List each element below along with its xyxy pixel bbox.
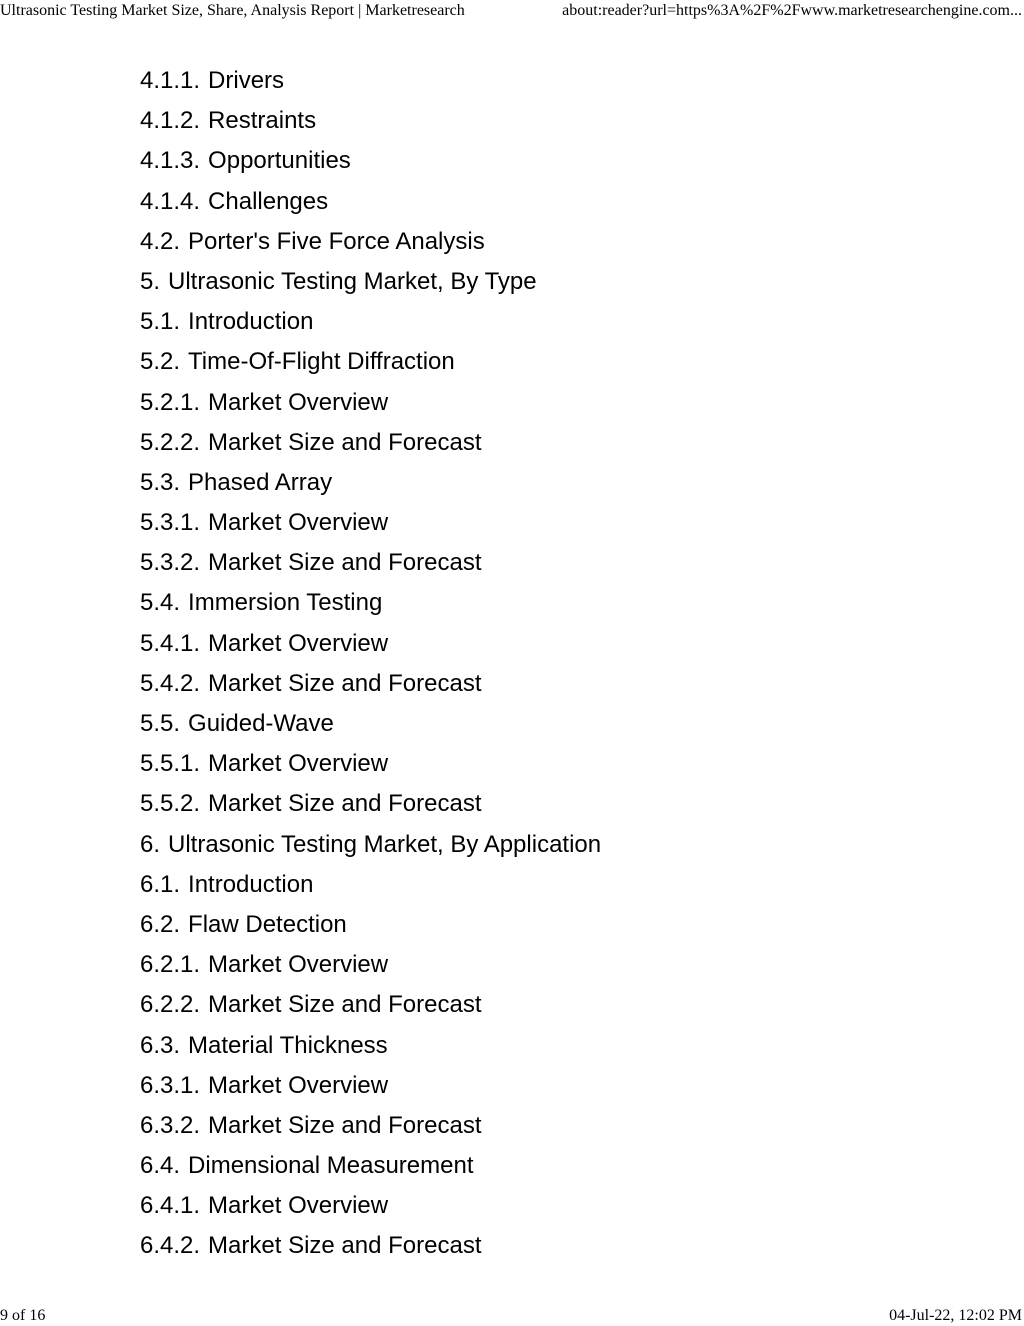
toc-item-number: 5.3.1.: [140, 509, 201, 537]
toc-item-text: Guided-Wave: [188, 710, 334, 737]
toc-item-text: Material Thickness: [188, 1031, 388, 1059]
toc-item-text: Immersion Testing: [188, 589, 383, 617]
toc-item-number: 5.5.: [140, 710, 181, 737]
page-url: about:reader?url=https%3A%2F%2Fwww.marketresearchengine.com...: [562, 2, 1022, 19]
toc-item: [140, 423, 601, 463]
toc-item-number: 6.3.2.: [140, 1111, 201, 1139]
toc-item-number: 4.1.2.: [140, 107, 201, 135]
toc-item-text: Introduction: [188, 870, 314, 898]
toc-item-text: Ultrasonic Testing Market, By Application: [168, 830, 602, 858]
toc-item-text: Drivers: [208, 67, 285, 94]
table-of-contents: [140, 61, 601, 1267]
toc-item-number: 5.: [140, 267, 161, 295]
toc-item-text: Market Size and Forecast: [208, 669, 482, 697]
print-footer: [0, 1306, 1024, 1326]
toc-item: [140, 1146, 601, 1186]
toc-item-number: 4.2.: [140, 227, 181, 255]
toc-item-text: Ultrasonic Testing Market, By Type: [168, 267, 537, 295]
toc-item: [140, 744, 601, 784]
toc-item: [140, 825, 601, 865]
toc-item-text: Introduction: [188, 308, 314, 336]
toc-item-number: 5.5.1.: [140, 750, 201, 778]
toc-item-text: Market Overview: [208, 1192, 389, 1220]
toc-item-text: Market Size and Forecast: [208, 790, 482, 818]
toc-item-text: Market Size and Forecast: [208, 1111, 482, 1139]
toc-item-text: Dimensional Measurement: [188, 1152, 474, 1180]
toc-item: [140, 342, 601, 382]
toc-item-text: Porter's Five Force Analysis: [188, 227, 485, 255]
toc-item: [140, 1106, 601, 1146]
toc-item-text: Phased Array: [188, 468, 333, 496]
toc-item: [140, 1066, 601, 1106]
print-header: [0, 1, 1024, 21]
toc-item: [140, 383, 601, 423]
toc-item: [140, 302, 601, 342]
toc-item-number: 4.1.1.: [140, 67, 201, 94]
toc-item-text: Market Size and Forecast: [208, 991, 482, 1019]
toc-item-text: Market Size and Forecast: [208, 549, 482, 577]
toc-item: [140, 945, 601, 985]
toc-item-text: Opportunities: [208, 147, 351, 175]
toc-item-number: 6.4.1.: [140, 1192, 201, 1220]
toc-item-number: 5.3.: [140, 468, 181, 496]
print-datetime: 04-Jul-22, 12:02 PM: [889, 1307, 1022, 1324]
toc-item-text: Flaw Detection: [188, 910, 347, 938]
toc-item-number: 6.1.: [140, 870, 181, 898]
toc-item-number: 6.3.1.: [140, 1071, 201, 1099]
toc-item-text: Market Overview: [208, 629, 389, 657]
toc-item-text: Restraints: [208, 107, 317, 135]
toc-item-number: 4.1.4.: [140, 187, 201, 215]
toc-item-number: 5.4.2.: [140, 669, 201, 697]
toc-item: [140, 463, 601, 503]
toc-item: [140, 141, 601, 181]
toc-item-number: 5.4.1.: [140, 629, 201, 657]
toc-item: [140, 1026, 601, 1066]
page-title: Ultrasonic Testing Market Size, Share, Analysis Report | Marketresearch: [0, 2, 465, 19]
toc-item-number: 6.4.2.: [140, 1232, 201, 1260]
toc-item: [140, 101, 601, 141]
toc-item-number: 4.1.3.: [140, 147, 201, 175]
toc-item-text: Time-Of-Flight Diffraction: [188, 348, 455, 376]
toc-item-text: Market Overview: [208, 951, 389, 979]
toc-item-number: 5.2.1.: [140, 388, 201, 416]
toc-item-text: Market Overview: [208, 388, 389, 416]
toc-item-number: 6.2.2.: [140, 991, 201, 1019]
toc-item-text: Market Overview: [208, 1071, 389, 1099]
toc-item-text: Challenges: [208, 187, 329, 215]
toc-item-number: 5.4.: [140, 589, 181, 617]
toc-item-number: 5.1.: [140, 308, 181, 336]
toc-item-number: 6.2.1.: [140, 951, 201, 979]
toc-item-number: 5.3.2.: [140, 549, 201, 577]
toc-item: [140, 664, 601, 704]
toc-item: [140, 905, 601, 945]
toc-item: [140, 1226, 601, 1266]
toc-item: [140, 182, 601, 222]
toc-item-text: Market Overview: [208, 750, 389, 778]
toc-item: [140, 704, 601, 744]
toc-item: [140, 1186, 601, 1226]
toc-item-number: 6.4.: [140, 1152, 181, 1180]
toc-item-number: 5.5.2.: [140, 790, 201, 818]
toc-item-number: 5.2.: [140, 348, 181, 376]
toc-item: [140, 583, 601, 623]
toc-item: [140, 784, 601, 824]
toc-item-number: 6.3.: [140, 1031, 181, 1059]
page-number: 9 of 16: [0, 1307, 46, 1324]
toc-item: [140, 865, 601, 905]
toc-item-number: 6.2.: [140, 910, 181, 938]
toc-item: [140, 262, 601, 302]
toc-item-text: Market Size and Forecast: [208, 428, 482, 456]
toc-item-number: 5.2.2.: [140, 428, 201, 456]
toc-item-text: Market Size and Forecast: [208, 1232, 482, 1260]
toc-item: [140, 503, 601, 543]
toc-item: [140, 985, 601, 1025]
toc-item: [140, 543, 601, 583]
toc-item: [140, 624, 601, 664]
toc-item: [140, 61, 601, 101]
toc-item-text: Market Overview: [208, 509, 389, 537]
toc-item: [140, 222, 601, 262]
toc-item-number: 6.: [140, 830, 161, 858]
